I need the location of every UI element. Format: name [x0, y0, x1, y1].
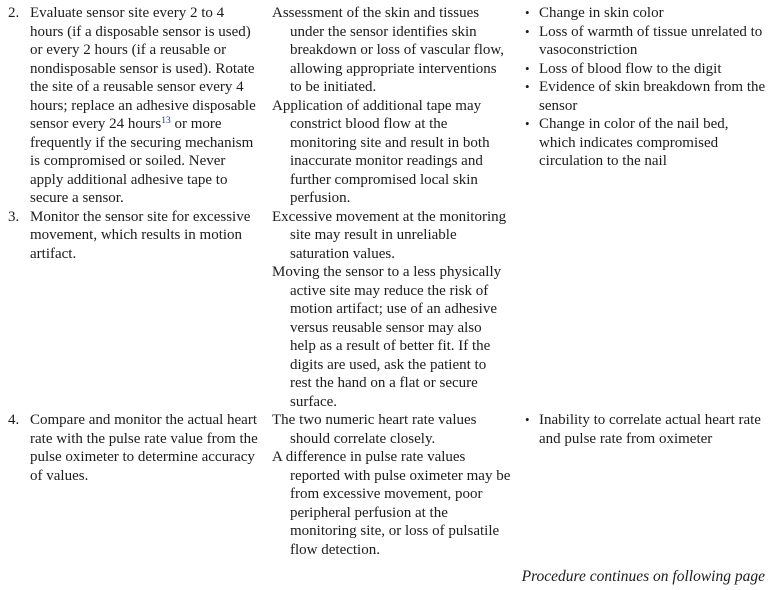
list-item-text: Inability to correlate actual heart rate and pulse rate from oximeter	[539, 412, 761, 447]
rationale-paragraph: Excessive movement at the monitoring site may result in unreliable saturation values.	[272, 208, 507, 262]
list-item-text: Change in color of the nail bed, which indicates compromised circulation to the nail	[539, 116, 729, 169]
list-item-text: Loss of blood flow to the digit	[539, 60, 722, 77]
step-item	[8, 411, 260, 485]
table-row	[0, 4, 771, 208]
rationale-paragraph: The two numeric heart rate values should correlate closely.	[272, 412, 477, 447]
rationale-cell	[264, 4, 515, 208]
step-number: 4.	[8, 412, 20, 428]
observations-cell	[515, 411, 771, 448]
bullet-dot-icon: •	[525, 116, 530, 131]
rationale-paragraph: Application of additional tape may constrict blood flow at the monitoring site and result in both inaccurate monitor readings and further compromised local skin perfusion.	[272, 97, 490, 206]
steps-cell	[0, 411, 264, 485]
bullet-dot-icon: •	[525, 79, 530, 94]
step-text-segment: or more frequently if the securing mechanism is compromised or soiled. Never apply additional adhesive tape to secure a sensor.	[30, 116, 254, 206]
procedure-continues-note: Procedure continues on following page	[521, 567, 765, 585]
step-text-segment: Evaluate sensor site every 2 to 4 hours (if a disposable sensor is used) or every 2 hours (if a reusable or nondisposable sensor is used). Rotate the site of a reusable sensor every 4 hours; replace an adhesive disposable sensor every 24 hours	[30, 5, 256, 132]
list-item	[525, 115, 767, 171]
list-item-text: Loss of warmth of tissue unrelated to vasoconstriction	[539, 23, 763, 58]
rationale-paragraph: Moving the sensor to a less physically active site may reduce the risk of motion artifact; use of an adhesive versus reusable sensor may also help as a result of better fit. If the digits are used, ask the patient to rest the hand on a flat or secure surface.	[272, 264, 502, 410]
step-number: 3.	[8, 208, 20, 225]
rationale-paragraph: A difference in pulse rate values reported with pulse oximeter may be from excessive movement, poor peripheral perfusion at the monitoring site, or loss of pulsatile flow detection.	[272, 449, 511, 558]
footnote-reference-link[interactable]: 13	[161, 116, 171, 126]
step-text-segment: Compare and monitor the actual heart rate with the pulse rate value from the pulse oximeter to determine accuracy of values.	[30, 412, 258, 484]
step-text	[30, 209, 250, 262]
steps-cell	[0, 208, 264, 264]
list-item-text: Evidence of skin breakdown from the sensor	[539, 79, 766, 114]
rationale-cell	[264, 208, 515, 412]
list-item	[525, 411, 767, 448]
list-item	[525, 23, 767, 60]
step-item	[8, 4, 260, 208]
step-text	[30, 5, 256, 206]
bullet-dot-icon: •	[525, 5, 530, 20]
bullet-dot-icon: •	[525, 23, 530, 39]
bullet-dot-icon: •	[525, 412, 530, 427]
step-text	[30, 412, 258, 484]
list-item	[525, 78, 767, 115]
observations-cell	[515, 4, 771, 171]
steps-cell	[0, 4, 264, 208]
step-item	[8, 208, 260, 264]
bullet-dot-icon: •	[525, 60, 530, 76]
step-number: 2.	[8, 5, 20, 21]
table-row	[0, 208, 771, 412]
list-item-text: Change in skin color	[539, 5, 664, 21]
rationale-paragraph: Assessment of the skin and tissues under the sensor identifies skin breakdown or loss of vascular flow, allowing appropriate interventions to be initiated.	[272, 5, 504, 95]
rationale-cell	[264, 411, 515, 559]
table-row	[0, 411, 771, 561]
list-item	[525, 4, 767, 23]
list-item	[525, 60, 767, 79]
step-text-segment: Monitor the sensor site for excessive movement, which results in motion artifact.	[30, 208, 251, 262]
